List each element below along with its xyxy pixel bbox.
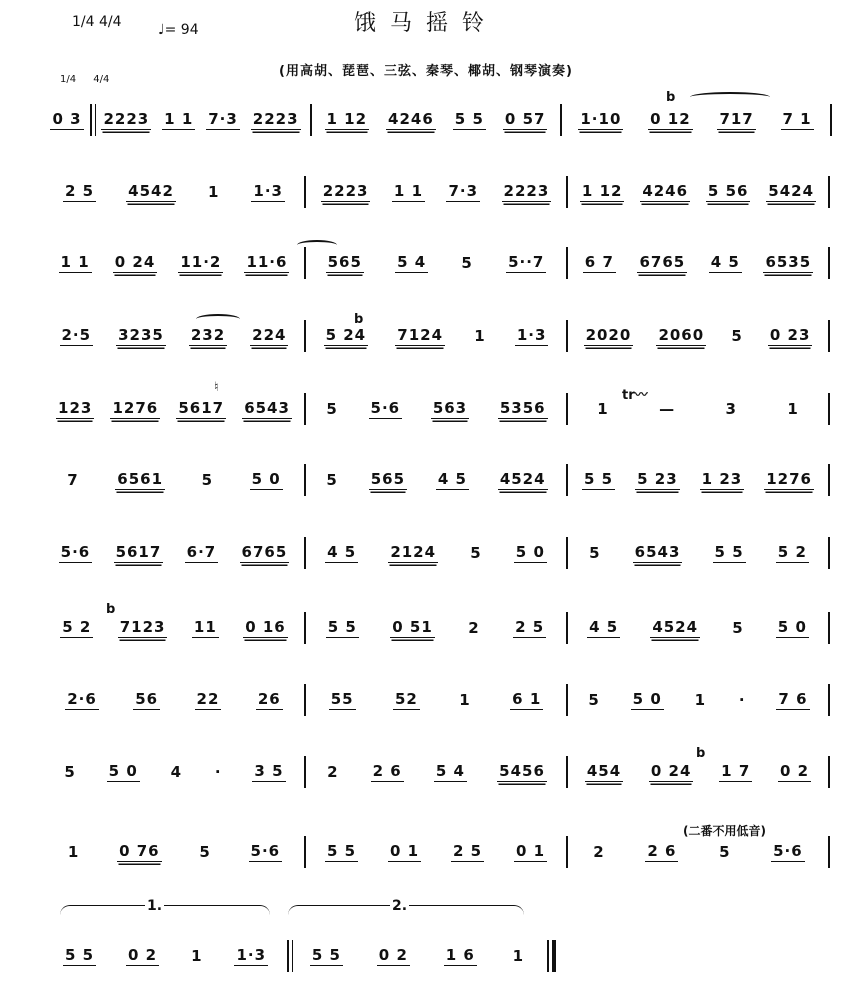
note-group: 1: [787, 400, 799, 418]
note-group: 7·3: [448, 182, 479, 200]
staff-line: [48, 537, 812, 569]
note-group: 1 12: [326, 110, 368, 128]
note-group: 5: [201, 471, 214, 489]
note-group: 1: [474, 327, 486, 345]
note-group: —: [659, 400, 676, 418]
note-group: ·: [214, 763, 222, 781]
note-group: 5: [326, 400, 338, 418]
note-group: 6765: [639, 253, 686, 271]
barline: [310, 104, 312, 136]
note-group: 11·6: [246, 253, 288, 271]
note-group: 5 2: [62, 618, 92, 636]
note-group: 1: [597, 400, 609, 418]
note-group: 563: [432, 399, 468, 417]
barline: [566, 464, 568, 496]
note-group: 56: [135, 690, 159, 708]
barline: [566, 836, 568, 868]
note-group: 5: [326, 471, 338, 489]
note-group: 5424: [768, 182, 815, 200]
note-group: 5 0: [777, 618, 807, 636]
barline: [566, 612, 568, 644]
barline: [304, 612, 306, 644]
barline: [830, 104, 832, 136]
measure: [310, 176, 562, 208]
note-group: 7 1: [782, 110, 812, 128]
barline: [90, 104, 92, 136]
measure: [310, 464, 562, 496]
note-group: 6561: [117, 470, 164, 488]
note-group: 5: [461, 254, 473, 272]
note-group: 52: [395, 690, 418, 708]
barline: [304, 756, 306, 788]
note-group: 5 24: [325, 326, 367, 344]
note-group: 5·6: [773, 842, 803, 860]
volta-label-1: 1.: [147, 898, 163, 914]
measure: [48, 176, 300, 208]
measure: [48, 537, 300, 569]
barline: [566, 247, 568, 279]
measure: [310, 320, 562, 352]
note-group: 123: [58, 399, 93, 417]
note-group: 7·3: [208, 110, 238, 128]
staff-line: [48, 940, 812, 972]
note-group: 22: [196, 690, 220, 708]
note-group: 2: [593, 843, 605, 861]
note-group: 2 5: [452, 842, 483, 860]
note-group: 5 23: [637, 470, 678, 488]
note-group: 0 2: [128, 946, 158, 964]
note-group: 6543: [244, 399, 290, 417]
volta-label-2: 2.: [392, 898, 408, 914]
note-group: 5 5: [311, 946, 341, 964]
note-group: 3235: [118, 326, 164, 344]
staff-line: [48, 836, 812, 868]
note-group: 55: [330, 690, 354, 708]
note-group: 5 5: [454, 110, 484, 128]
note-group: 4246: [642, 182, 689, 200]
measure: [48, 684, 300, 716]
note-group: 11·2: [180, 253, 222, 271]
note-group: 0 23: [769, 326, 811, 344]
barline: [560, 104, 562, 136]
barline: [566, 393, 568, 425]
barline: [828, 247, 830, 279]
note-group: ·: [738, 691, 746, 709]
barline: [547, 940, 549, 972]
barline: [304, 393, 306, 425]
measure: [572, 176, 824, 208]
note-group: 5: [588, 691, 600, 709]
note-group: 5 5: [584, 470, 614, 488]
note-group: 5617: [115, 543, 162, 561]
flat-sign: b: [696, 746, 706, 761]
note-group: 7123: [119, 618, 166, 636]
measure: [48, 940, 283, 972]
note-group: 6765: [241, 543, 288, 561]
note-group: 5: [732, 619, 744, 637]
note-group: 5 4: [435, 762, 465, 780]
note-group: 2: [327, 763, 339, 781]
note-group: 4 5: [710, 253, 740, 271]
barline: [304, 247, 306, 279]
note-group: 6 7: [584, 253, 614, 271]
note-group: 0 3: [52, 110, 82, 128]
barline: [828, 756, 830, 788]
staff-line: [48, 684, 812, 716]
barline: [828, 393, 830, 425]
measure: [48, 756, 300, 788]
barline: [304, 464, 306, 496]
note-group: 1: [67, 843, 80, 861]
note-group: 5617: [178, 399, 225, 417]
note-group: 1: [207, 183, 220, 201]
note-group: 5 0: [251, 470, 281, 488]
measure: [310, 836, 562, 868]
measure: [310, 247, 562, 279]
barline: [828, 464, 830, 496]
barline: [828, 176, 830, 208]
note-group: 1: [459, 691, 471, 709]
note-group: 4524: [499, 470, 546, 488]
barline: [566, 684, 568, 716]
barline: [828, 537, 830, 569]
measure: [572, 247, 824, 279]
barline: [304, 684, 306, 716]
note-group: 3: [725, 400, 737, 418]
measure: [48, 104, 86, 136]
note-group: 1 12: [581, 182, 623, 200]
slur-mark: [297, 240, 337, 250]
staff-line: [48, 247, 812, 279]
note-group: 2124: [390, 543, 437, 561]
note-group: 5 0: [108, 762, 138, 780]
barline: [304, 836, 306, 868]
staff-line: [48, 320, 812, 352]
barline: [828, 320, 830, 352]
note-group: 2 5: [65, 182, 95, 200]
trill-sign: tr〰: [622, 388, 648, 403]
note-group: 11: [193, 618, 217, 636]
measure: [572, 836, 824, 868]
low-note-remark: (二番不用低音): [683, 824, 766, 838]
note-group: 2 6: [372, 762, 402, 780]
note-group: 224: [252, 326, 287, 344]
note-group: 0 57: [504, 110, 546, 128]
note-group: 1 1: [393, 182, 424, 200]
note-group: 1 1: [60, 253, 90, 271]
flat-sign: b: [106, 602, 116, 617]
note-group: 7124: [397, 326, 444, 344]
note-group: 7: [67, 471, 79, 489]
note-group: 5: [731, 327, 743, 345]
note-group: 0 12: [650, 110, 691, 128]
staff-line: [48, 464, 812, 496]
barline: [566, 320, 568, 352]
note-group: 6·7: [186, 543, 217, 561]
tempo-marking: ♩= 94: [158, 22, 199, 38]
measure: [572, 612, 824, 644]
barline: [287, 940, 289, 972]
note-group: 4 5: [589, 618, 619, 636]
note-group: 0 76: [119, 842, 160, 860]
note-group: 5: [470, 544, 482, 562]
note-group: 5 2: [777, 543, 807, 561]
measure: [310, 612, 562, 644]
natural-sign: ♮: [214, 380, 219, 395]
note-group: 6 1: [512, 690, 542, 708]
note-group: 5 5: [326, 842, 357, 860]
note-group: 1276: [766, 470, 812, 488]
staff-line: [48, 176, 815, 208]
note-group: 2·6: [67, 690, 97, 708]
note-group: 1·3: [516, 326, 547, 344]
measure: [572, 537, 824, 569]
note-group: 5456: [499, 762, 545, 780]
note-group: 0 2: [779, 762, 810, 780]
note-group: 0 24: [114, 253, 156, 271]
barline: [566, 756, 568, 788]
note-group: 5: [64, 763, 76, 781]
note-group: 2 5: [515, 618, 545, 636]
barline: [304, 537, 306, 569]
measure: [48, 464, 300, 496]
staff-line: [48, 612, 812, 644]
note-group: 717: [719, 110, 754, 128]
note-group: 1·3: [236, 946, 267, 964]
barline: [304, 176, 306, 208]
note-group: 4 5: [327, 543, 357, 561]
note-group: 5: [719, 843, 731, 861]
note-group: 5 5: [327, 618, 357, 636]
note-group: 26: [257, 690, 281, 708]
barline: [304, 320, 306, 352]
note-group: 0 2: [378, 946, 408, 964]
note-group: 5 5: [714, 543, 744, 561]
note-group: 5356: [499, 399, 546, 417]
note-group: 2020: [585, 326, 632, 344]
measure: [48, 836, 300, 868]
note-group: 6543: [634, 543, 681, 561]
note-group: 1: [191, 947, 203, 965]
note-group: 2223: [503, 182, 550, 200]
measure: [310, 393, 562, 425]
note-group: 5··7: [508, 253, 545, 271]
pickup-time-signature: 1/4 4/4: [60, 74, 110, 85]
barline: [566, 176, 568, 208]
note-group: 4246: [388, 110, 434, 128]
piece-title: 饿马摇铃: [353, 11, 498, 36]
measure: [310, 684, 562, 716]
note-group: 5·6: [60, 543, 91, 561]
note-group: 7 6: [778, 690, 808, 708]
measure: [572, 393, 824, 425]
note-group: 454: [586, 762, 622, 780]
note-group: 1·10: [580, 110, 622, 128]
note-group: 565: [327, 253, 362, 271]
note-group: 5·6: [370, 399, 401, 417]
measure: [316, 104, 556, 136]
note-group: 4542: [128, 182, 174, 200]
measure: [310, 537, 562, 569]
note-group: 5·6: [250, 842, 281, 860]
barline: [828, 612, 830, 644]
volta-bracket-1: [60, 905, 270, 918]
barline: [828, 684, 830, 716]
note-group: 0 16: [245, 618, 286, 636]
note-group: 1 23: [701, 470, 743, 488]
note-group: 0 51: [392, 618, 433, 636]
measure: [48, 612, 300, 644]
time-signature: 1/4 4/4: [72, 14, 122, 30]
note-group: 2060: [658, 326, 705, 344]
note-group: 0 1: [515, 842, 546, 860]
note-group: 0 24: [650, 762, 692, 780]
measure: [48, 247, 300, 279]
note-group: 4: [170, 763, 183, 781]
measure: [48, 393, 300, 425]
flat-sign: b: [354, 312, 364, 327]
note-group: 2 6: [647, 842, 677, 860]
instrumentation-subtitle: (用高胡、琵琶、三弦、秦琴、椰胡、钢琴演奏): [279, 64, 573, 79]
measure: [310, 756, 562, 788]
measure: [566, 104, 826, 136]
note-group: 3 5: [254, 762, 284, 780]
note-group: 2·5: [61, 326, 92, 344]
note-group: 5 5: [64, 946, 95, 964]
barline: [566, 537, 568, 569]
note-group: 565: [370, 470, 406, 488]
staff-line: [48, 104, 812, 136]
note-group: 6535: [765, 253, 812, 271]
note-group: 1 1: [164, 110, 194, 128]
measure: [572, 320, 824, 352]
flat-sign: b: [666, 90, 676, 105]
measure: [293, 940, 543, 972]
note-group: 5: [199, 843, 211, 861]
note-group: 1 6: [445, 946, 475, 964]
note-group: 5 0: [515, 543, 545, 561]
note-group: 1: [694, 691, 707, 709]
note-group: 1276: [112, 399, 159, 417]
note-group: 2223: [322, 182, 369, 200]
slur-mark: [690, 92, 770, 102]
note-group: 5 56: [707, 182, 749, 200]
note-group: 1: [512, 947, 525, 965]
note-group: 5 0: [632, 690, 662, 708]
slur-mark: [196, 314, 240, 324]
note-group: 2: [468, 619, 480, 637]
note-group: 5: [589, 544, 601, 562]
measure: [96, 104, 306, 136]
staff-line: [48, 393, 812, 425]
note-group: 4 5: [437, 470, 467, 488]
measure: [572, 464, 824, 496]
barline: [828, 836, 830, 868]
note-group: 5 4: [397, 253, 427, 271]
note-group: 1·3: [253, 182, 283, 200]
note-group: 1 7: [721, 762, 751, 780]
note-group: 0 1: [389, 842, 420, 860]
note-group: 2223: [252, 110, 299, 128]
measure: [48, 320, 300, 352]
measure: [572, 684, 824, 716]
note-group: 4524: [652, 618, 699, 636]
note-group: 232: [190, 326, 226, 344]
note-group: 2223: [103, 110, 150, 128]
